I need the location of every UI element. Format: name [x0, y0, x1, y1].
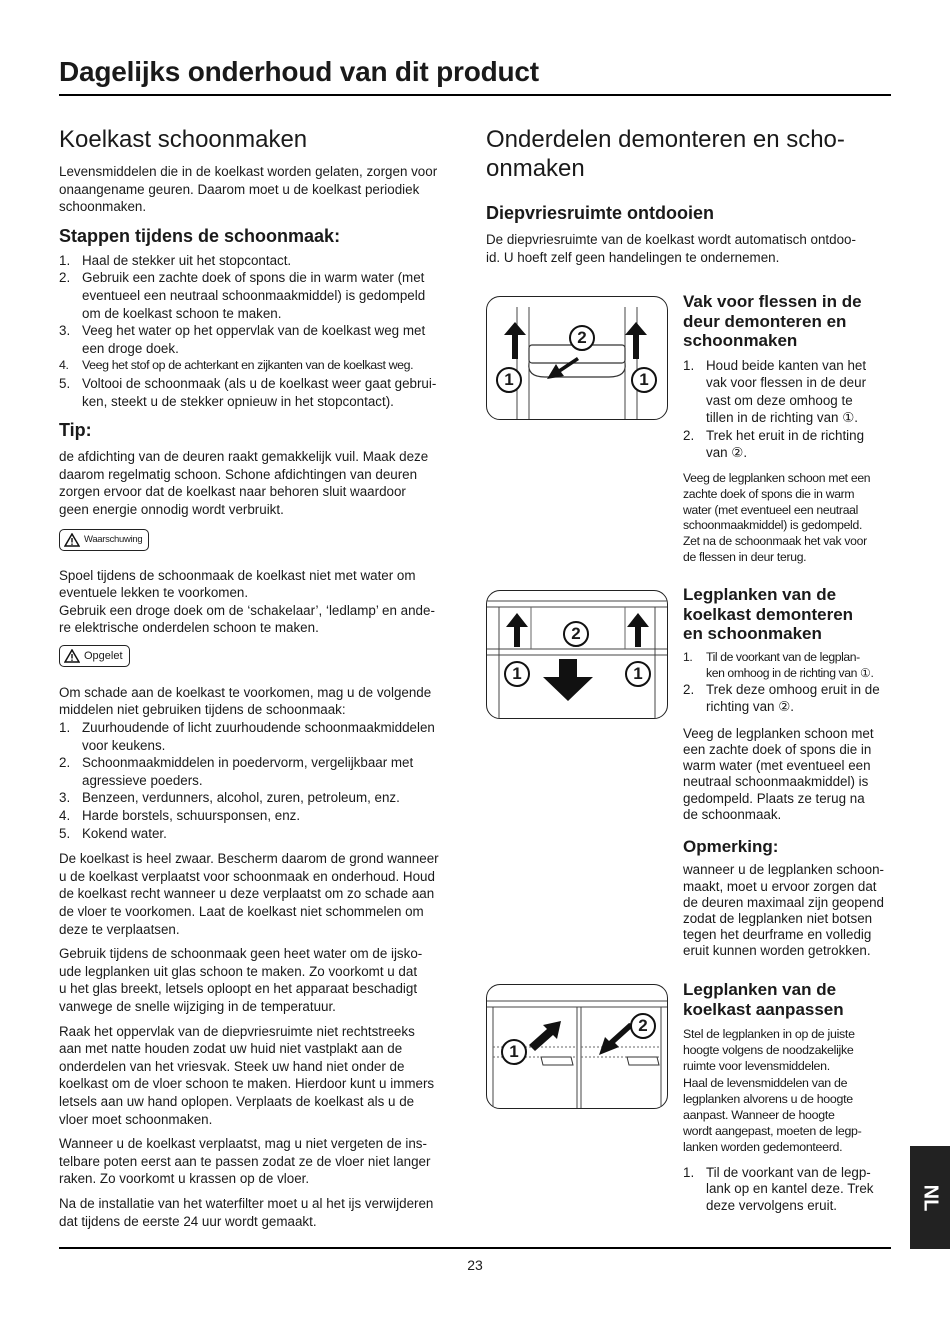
title-rule	[59, 94, 891, 96]
list-item: 4. Harde borstels, schuursponsen, enz.	[59, 808, 301, 824]
list-item: 2. Trek deze omhoog eruit in de richting van ②.	[683, 681, 880, 715]
list-item: 4. Veeg het stof op de achterkant en zijkanten van de koelkast weg.	[59, 358, 414, 373]
list-item: 3. Benzeen, verdunners, alcohol, zuren, petroleum, enz.	[59, 790, 400, 806]
left-column	[59, 125, 469, 1230]
shelf-figure	[486, 590, 668, 719]
door-bin-note: Veeg de legplanken schoon met een zachte doek of spons die in warm water (met eventueel een neutraal schoonmaakmiddel) is gedompeld. Zet na de schoonmaak het vak voor de flessen in deur terug.	[683, 471, 871, 565]
adjust-steps	[683, 1165, 898, 1215]
tip-heading: Tip:	[59, 420, 92, 441]
list-item: 1. Til de voorkant van de legplan- ken omhoog in de richting van ①.	[683, 649, 874, 680]
list-item: 3. Veeg het water op het oppervlak van de koelkast weg met een droge doek.	[59, 323, 426, 356]
marker-one: 1	[625, 661, 651, 687]
paragraph: Wanneer u de koelkast verplaatst, mag u niet vergeten de ins- telbare poten eerst aan te passen zodat ze de vloer niet langer raken. Zo voorkomt u krassen op de vloer.	[59, 1136, 431, 1187]
adjust-text: Stel de legplanken in op de juiste hoogte volgens de noodzakelijke ruimte voor levensmiddelen. Haal de levensmiddelen van de legplanken alvorens u de hoogte aanpast. Wanneer de hoogte wordt aangepast, moeten de legp- lanken worden gedemonteerd.	[683, 1027, 862, 1155]
marker-one: 1	[501, 1039, 527, 1065]
section-heading: Onderdelen demonteren en scho- onmaken	[486, 126, 845, 182]
language-tab	[910, 1146, 950, 1249]
marker-two: 2	[563, 621, 589, 647]
marker-one: 1	[631, 367, 657, 393]
page-number: 23	[467, 1257, 483, 1273]
list-item: 5. Voltooi de schoonmaak (als u de koelkast weer gaat gebrui- ken, steekt u de stekker opnieuw in het stopcontact).	[59, 375, 437, 409]
list-item: 2. Trek het eruit in de richting van ②.	[683, 427, 865, 461]
list-item: 2. Schoonmaakmiddelen in poedervorm, vergelijkbaar met agressieve poeders.	[59, 755, 414, 788]
warning-badge	[59, 529, 149, 551]
remark-heading: Opmerking:	[683, 836, 779, 856]
marker-two: 2	[569, 325, 595, 351]
tip-text: de afdichting van de deuren raakt gemakkelijk vuil. Maak deze daarom regelmatig schoon. Schone afdichtingen van deuren zorgen ervoor dat de koelkast naar behoren sluit waardoor geen energie onnodig wordt verbruikt.	[59, 449, 429, 517]
remark-text: wanneer u de legplanken schoon- maakt, moet u ervoor zorgen dat de deuren maximaal zijn geopend zodat de legplanken niet botsen tegen het deurframe en volledig eruit kunnen worden getrokken.	[683, 862, 885, 959]
cleaning-steps	[59, 252, 469, 410]
shelf-heading: Legplanken van de koelkast demonteren en schoonmaken	[683, 585, 854, 643]
list-item: 1. Houd beide kanten van het vak voor flessen in de deur vast om deze omhoog te tillen in de richting van ①.	[683, 357, 867, 426]
defrost-heading: Diepvriesruimte ontdooien	[486, 203, 715, 223]
right-column-header	[486, 125, 896, 266]
warning-icon	[64, 533, 80, 547]
footer-rule	[59, 1247, 891, 1249]
caution-list	[59, 719, 469, 842]
paragraph: Na de installatie van het waterfilter moet u al het ijs verwijderen dat tijdens de eerste 24 uur wordt gemaakt.	[59, 1195, 434, 1229]
paragraph: Raak het oppervlak van de diepvriesruimte niet rechtstreeks aan met natte houden zodat uw huid niet vastplakt aan de onderdelen van het vriesvak. Steek uw hand niet onder de koelkast om de vloer schoon te maken. Hierdoor kunt u immers letsels aan uw hand oplopen. Verplaats de koelkast als u de vloer moet schoonmaken.	[59, 1023, 435, 1127]
door-bin-illustration	[487, 297, 667, 419]
adjust-figure	[486, 984, 668, 1109]
list-item: 1. Til de voorkant van de legp- lank op en kantel deze. Trek deze vervolgens eruit.	[683, 1164, 874, 1213]
shelf-section	[683, 585, 898, 960]
shelf-steps	[683, 649, 898, 716]
defrost-text: De diepvriesruimte van de koelkast wordt automatisch ontdoo- id. U hoeft zelf geen handelingen te ondernemen.	[486, 232, 856, 265]
adjust-section	[683, 980, 898, 1214]
shelf-illustration	[487, 591, 667, 718]
caution-label: Opgelet	[84, 649, 123, 662]
marker-two: 2	[630, 1013, 656, 1039]
warning-icon	[64, 649, 80, 663]
steps-heading: Stappen tijdens de schoonmaak:	[59, 225, 341, 246]
marker-one: 1	[496, 367, 522, 393]
caution-badge	[59, 645, 130, 667]
list-item: 5. Kokend water.	[59, 825, 167, 841]
marker-one: 1	[504, 661, 530, 687]
language-label: NL	[919, 1184, 942, 1211]
door-bin-section	[683, 292, 898, 566]
list-item: 2. Gebruik een zachte doek of spons die in warm water (met eventueel een neutraal schoonmaakmiddel) is gedompeld om de koelkast schoon te maken.	[59, 270, 426, 321]
warning-text: Spoel tijdens de schoonmaak de koelkast niet met water om eventuele lekken te voorkomen. Gebruik een droge doek om de ‘schakelaar’, ‘ledlamp’ en ande- re elektrische onderdelen schoon te maken.	[59, 567, 435, 636]
section-heading: Koelkast schoonmaken	[59, 126, 308, 153]
paragraph: Gebruik tijdens de schoonmaak geen heet water om de ijsko- ude legplanken uit glas schoon te maken. Zo voorkomt u dat u het glas breekt, letsels oploopt en het apparaat beschadigt vanwege de snelle wijziging in de temperatuur.	[59, 946, 423, 1014]
door-bin-figure	[486, 296, 668, 420]
page-title: Dagelijks onderhoud van dit product	[59, 56, 539, 87]
caution-intro: Om schade aan de koelkast te voorkomen, mag u de volgende middelen niet gebruiken tijdens de schoonmaak:	[59, 684, 432, 718]
intro-text: Levensmiddelen die in de koelkast worden gelaten, zorgen voor onaangename geuren. Daarom moet u de koelkast periodiek schoonmaken.	[59, 164, 438, 215]
door-bin-heading: Vak voor flessen in de deur demonteren en schoonmaken	[683, 292, 862, 350]
warning-label: Waarschuwing	[84, 534, 143, 545]
door-bin-steps	[683, 357, 898, 463]
adjust-heading: Legplanken van de koelkast aanpassen	[683, 980, 844, 1019]
shelf-note: Veeg de legplanken schoon met een zachte doek of spons die in warm water (met eventueel een neutraal schoonmaakmiddel) is gedompeld. Plaats ze terug na de schoonmaak.	[683, 725, 874, 822]
paragraph: De koelkast is heel zwaar. Bescherm daarom de grond wanneer u de koelkast verplaatst voor schoonmaak en onderhoud. Houd de koelkast recht wanneer u deze verplaatst om zo schade aan de vloer te voorkomen. Laat de koelkast niet schommelen om deze te verplaatsen.	[59, 851, 439, 937]
list-item: 1. Zuurhoudende of licht zuurhoudende schoonmaakmiddelen voor keukens.	[59, 720, 435, 753]
list-item: 1. Haal de stekker uit het stopcontact.	[59, 252, 292, 268]
